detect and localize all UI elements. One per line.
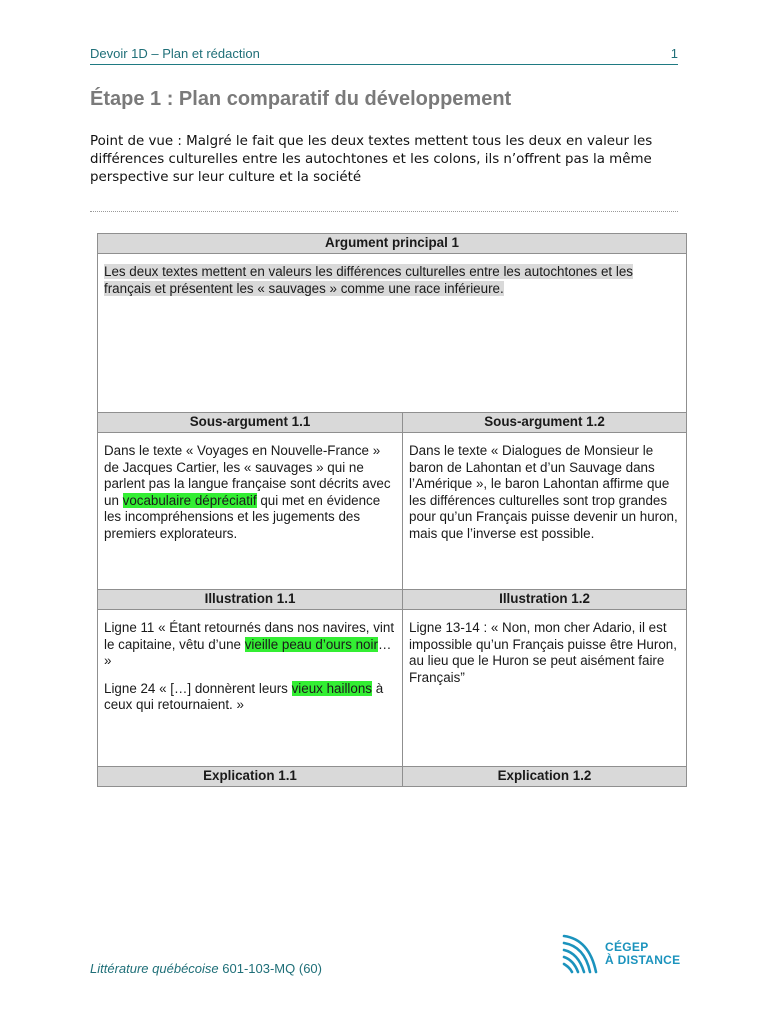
- point-de-vue: Point de vue : Malgré le fait que les deux textes mettent tous les deux en valeur les différences culturelles entre les autochtones et les colons, ils n’offrent pas la même perspective sur leur culture et la société: [90, 134, 653, 185]
- header-title: Devoir 1D – Plan et rédaction: [90, 46, 260, 61]
- sous-argument-1-text: Dans le texte « Voyages en Nouvelle-France » de Jacques Cartier, les « sauvages » qui ne parlent pas la langue française sont décrits avec un: [104, 443, 391, 508]
- line-24-text-end: à ceux qui retournaient. »: [104, 680, 384, 712]
- explication-2-header: Explication 1.2: [403, 767, 687, 787]
- argument-cell[interactable]: [98, 254, 687, 413]
- illustration-2-header: Illustration 1.2: [403, 590, 687, 610]
- sous-argument-2-cell[interactable]: [403, 433, 687, 590]
- sous-argument-2-text: Dans le texte « Dialogues de Monsieur le baron de Lahontan et d’un Sauvage dans l’Amérique », le baron Lahontan affirme que les différences culturelles sont trop grandes pour qu’un Français puisse devenir un huron, mais que l’inverse est possible.: [409, 443, 678, 541]
- page-title: Étape 1 : Plan comparatif du développement: [90, 88, 512, 110]
- line-24-text: Ligne 24 « […] donnèrent leurs: [104, 680, 292, 696]
- page-number: 1: [670, 46, 678, 61]
- sous-argument-1-text-end: qui met en évidence les incompréhensions et les jugements des premiers explorateurs.: [104, 492, 381, 541]
- sous-argument-1-cell[interactable]: [98, 433, 403, 590]
- cegep-waves-logo-icon: [561, 932, 599, 976]
- line-11-text-end: … »: [104, 636, 392, 668]
- sous-argument-1-header: Sous-argument 1.1: [98, 413, 403, 433]
- logo-text: [605, 941, 680, 967]
- illustration-2-cell[interactable]: [403, 610, 687, 767]
- argument-header: Argument principal 1: [98, 234, 687, 254]
- course-title: Littérature québécoise: [90, 961, 219, 976]
- cegep-logo: [561, 930, 681, 978]
- illustration-1-header: Illustration 1.1: [98, 590, 403, 610]
- illustration-1-line-24: [104, 681, 396, 714]
- illustration-1-cell[interactable]: [98, 610, 403, 767]
- sous-argument-2-header: Sous-argument 1.2: [403, 413, 687, 433]
- highlight-vocabulaire: vocabulaire dépréciatif: [122, 492, 257, 508]
- dotted-divider: [90, 211, 678, 212]
- highlight-haillons: vieux haillons: [291, 680, 372, 696]
- course-code: 601-103-MQ (60): [218, 961, 322, 976]
- illustration-2-text: Ligne 13-14 : « Non, mon cher Adario, il est impossible qu’un Français puisse être Huron, au lieu que le Huron se peut aisément faire Français”: [409, 620, 677, 685]
- logo-line-2: À DISTANCE: [605, 953, 681, 967]
- highlight-peau-ours: vieille peau d’ours noir: [244, 636, 378, 652]
- page-header: [90, 46, 678, 65]
- illustration-1-line-11: [104, 620, 396, 670]
- explication-1-header: Explication 1.1: [98, 767, 403, 787]
- logo-line-1: CÉGEP: [605, 940, 649, 954]
- comparison-table: [97, 233, 687, 787]
- line-11-text: Ligne 11 « Étant retournés dans nos navires, vint le capitaine, vêtu d’une: [104, 620, 395, 652]
- page-footer: [90, 961, 322, 976]
- argument-text: Les deux textes mettent en valeurs les différences culturelles entre les autochtones et les français et présentent les « sauvages » comme une race inférieure.: [104, 264, 633, 296]
